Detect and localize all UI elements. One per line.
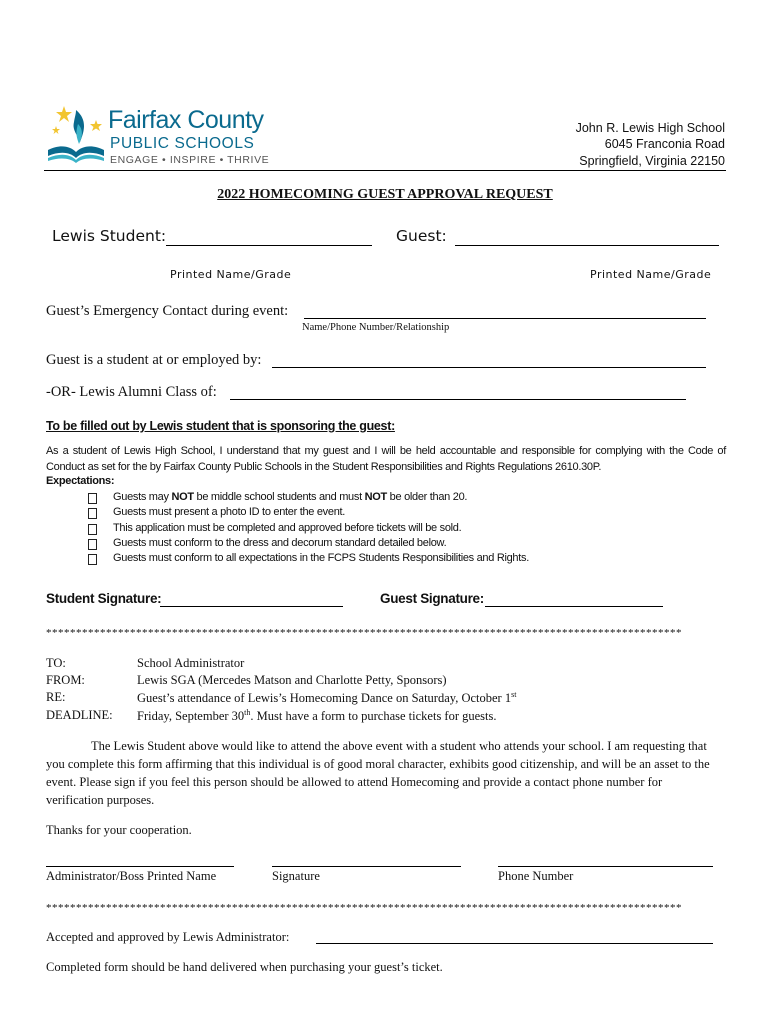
- brand-subtitle: PUBLIC SCHOOLS: [110, 135, 255, 152]
- checkbox-icon: [88, 524, 97, 535]
- admin-signature-caption: Signature: [272, 869, 320, 883]
- emergency-contact-field[interactable]: [304, 318, 706, 319]
- lewis-student-field[interactable]: [166, 245, 372, 246]
- sponsor-paragraph: As a student of Lewis High School, I understand that my guest and I will be held accountable and responsible for complying with the Code of Conduct as set for the by Fairfax County Public Schools in the Student Responsibilities and Rights Regulations 2610.30P.: [46, 445, 726, 473]
- form-title: 2022 HOMECOMING GUEST APPROVAL REQUEST: [217, 187, 553, 202]
- accepted-label: Accepted and approved by Lewis Administrator:: [46, 930, 290, 944]
- star-divider-2: **********************************************************************************************************: [46, 902, 682, 914]
- student-signature-label: Student Signature:: [46, 591, 162, 606]
- letter-body: The Lewis Student above would like to attend the above event with a student who attends your school. I am requesting that you complete this form affirming that this individual is of good moral character, exhibits good citizenship, and will be an asset to the event. Please sign if you feel this person should be allowed to attend Homecoming and provide a contact phone number for verification purposes.: [46, 739, 710, 807]
- accepted-field[interactable]: [316, 943, 713, 944]
- lewis-student-label: Lewis Student:: [52, 227, 167, 245]
- expectations-label: Expectations:: [46, 475, 115, 487]
- star-divider-1: **********************************************************************************************************: [46, 627, 682, 639]
- guest-printed-name-caption: Printed Name/Grade: [590, 268, 712, 281]
- delivery-note: Completed form should be hand delivered when purchasing your guest’s ticket.: [46, 960, 443, 974]
- emergency-contact-caption: Name/Phone Number/Relationship: [302, 322, 450, 333]
- student-printed-name-caption: Printed Name/Grade: [170, 268, 292, 281]
- memo-from-key: FROM:: [46, 673, 85, 687]
- alumni-field[interactable]: [230, 399, 686, 400]
- memo-to-value: School Administrator: [137, 656, 245, 670]
- admin-printed-name-caption: Administrator/Boss Printed Name: [46, 869, 217, 883]
- fcps-logo-mark-icon: [44, 104, 108, 166]
- guest-signature-field[interactable]: [485, 606, 663, 607]
- memo-to-key: TO:: [46, 656, 66, 670]
- admin-phone-caption: Phone Number: [498, 869, 574, 883]
- checkbox-icon: [88, 539, 97, 550]
- fcps-logo: [44, 104, 284, 166]
- list-item: Guests must present a photo ID to enter the event.: [88, 505, 529, 520]
- list-item: Guests must conform to all expectations in the FCPS Students Responsibilities and Rights.: [88, 551, 529, 566]
- brand-tagline: ENGAGE • INSPIRE • THRIVE: [110, 154, 270, 166]
- checkbox-icon: [88, 554, 97, 565]
- memo-re-key: RE:: [46, 690, 66, 704]
- brand-name: Fairfax County: [108, 106, 264, 134]
- expectations-list: [88, 490, 529, 566]
- memo-deadline-key: DEADLINE:: [46, 708, 113, 722]
- guest-signature-label: Guest Signature:: [380, 591, 484, 606]
- address-street: 6045 Franconia Road: [604, 137, 725, 151]
- memo-deadline-value: Friday, September 30th. Must have a form to purchase tickets for guests.: [137, 708, 497, 724]
- memo-from-value: Lewis SGA (Mercedes Matson and Charlotte Petty, Sponsors): [137, 673, 447, 687]
- letter-thanks: Thanks for your cooperation.: [46, 823, 192, 837]
- student-at-label: Guest is a student at or employed by:: [46, 352, 262, 368]
- checkbox-icon: [88, 493, 97, 504]
- address-school: John R. Lewis High School: [575, 121, 725, 135]
- list-item: Guests may NOT be middle school students and must NOT be older than 20.: [88, 490, 529, 505]
- admin-phone-field[interactable]: [498, 866, 713, 867]
- address-city: Springfield, Virginia 22150: [579, 154, 725, 168]
- memo-re-value: Guest’s attendance of Lewis’s Homecoming Dance on Saturday, October 1st: [137, 690, 517, 706]
- guest-label: Guest:: [396, 227, 447, 245]
- admin-printed-name-field[interactable]: [46, 866, 234, 867]
- guest-field[interactable]: [455, 245, 719, 246]
- list-item: This application must be completed and approved before tickets will be sold.: [88, 521, 529, 536]
- sponsor-heading: To be filled out by Lewis student that is sponsoring the guest:: [46, 419, 395, 433]
- student-at-field[interactable]: [272, 367, 706, 368]
- admin-signature-field[interactable]: [272, 866, 461, 867]
- checkbox-icon: [88, 508, 97, 519]
- header-divider: [44, 170, 726, 171]
- emergency-contact-label: Guest’s Emergency Contact during event:: [46, 303, 289, 319]
- student-signature-field[interactable]: [160, 606, 343, 607]
- alumni-label: -OR- Lewis Alumni Class of:: [46, 384, 217, 400]
- list-item: Guests must conform to the dress and decorum standard detailed below.: [88, 536, 529, 551]
